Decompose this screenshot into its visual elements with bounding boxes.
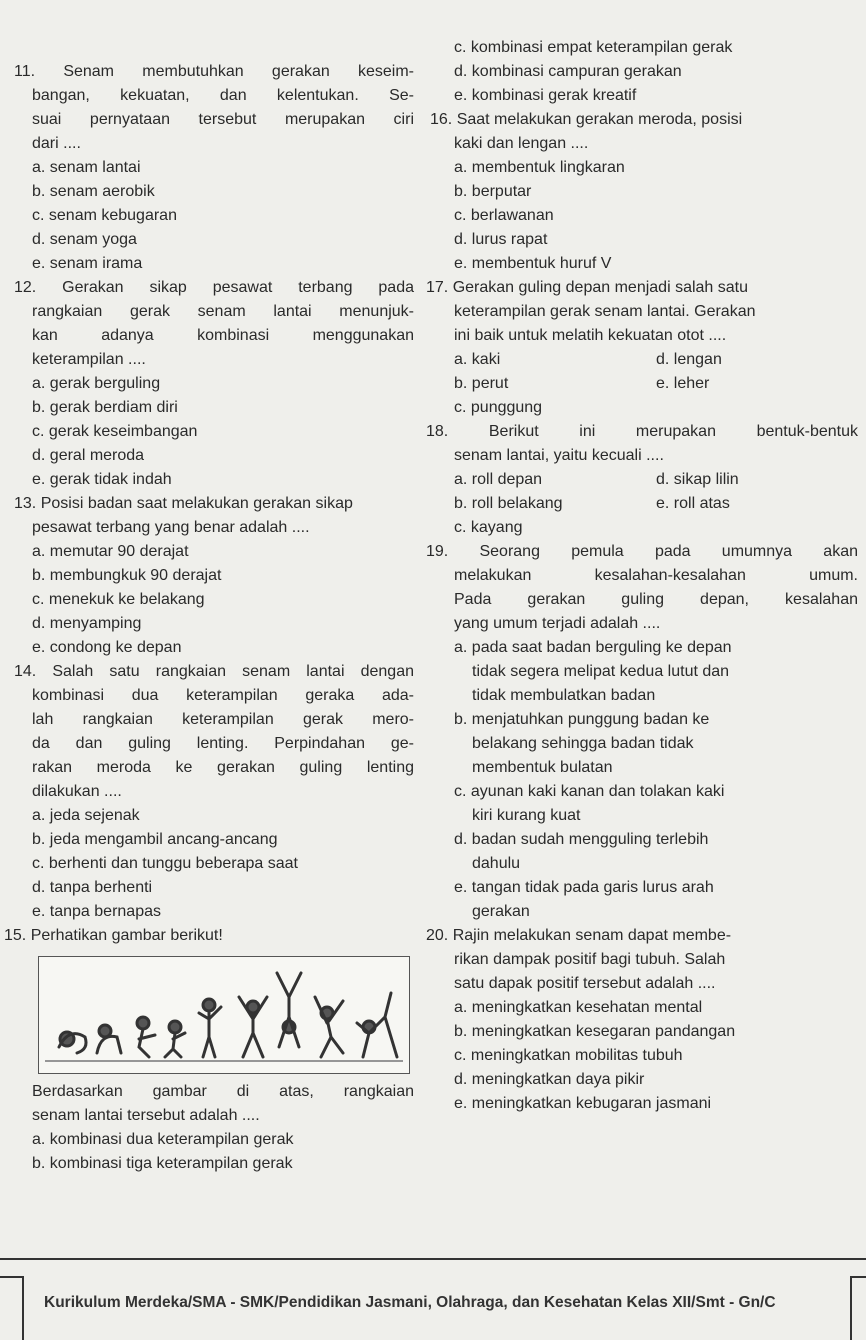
option-c: c. meningkatkan mobilitas tubuh bbox=[454, 1047, 683, 1064]
option-a: a. kombinasi dua keterampilan gerak bbox=[32, 1131, 294, 1148]
option-a: a. roll depan bbox=[454, 471, 543, 488]
option-b: b. jeda mengambil ancang-ancang bbox=[32, 831, 278, 848]
question-15 bbox=[4, 924, 414, 1176]
question-text: dari .... bbox=[32, 135, 81, 152]
question-text: 16. Saat melakukan gerakan meroda, posisi bbox=[430, 111, 743, 128]
option-c: c. berhenti dan tunggu beberapa saat bbox=[32, 855, 298, 872]
question-text: 12. Gerakan sikap pesawat terbang pada bbox=[14, 279, 414, 296]
option-a: a. memutar 90 derajat bbox=[32, 543, 189, 560]
option-b: b. senam aerobik bbox=[32, 183, 155, 200]
option-a: a. membentuk lingkaran bbox=[454, 159, 625, 176]
question-text: 11. Senam membutuhkan gerakan keseim- bbox=[14, 63, 414, 80]
option-b: b. perut bbox=[454, 375, 509, 392]
option-e: e. leher bbox=[656, 375, 710, 392]
option-b: b. kombinasi tiga keterampilan gerak bbox=[32, 1155, 293, 1172]
option-a: a. jeda sejenak bbox=[32, 807, 140, 824]
question-text: 20. Rajin melakukan senam dapat membe- bbox=[426, 927, 732, 944]
question-text: rikan dampak positif bagi tubuh. Salah bbox=[454, 951, 726, 968]
question-text: Pada gerakan guling depan, kesalahan bbox=[454, 591, 858, 608]
page-footer bbox=[0, 1258, 866, 1324]
option-b-cont: membentuk bulatan bbox=[472, 759, 613, 776]
option-c: c. punggung bbox=[454, 399, 543, 416]
question-text: yang umum terjadi adalah .... bbox=[454, 615, 661, 632]
question-16 bbox=[418, 108, 858, 276]
option-c-cont: kiri kurang kuat bbox=[472, 807, 581, 824]
option-e: e. tangan tidak pada garis lurus arah bbox=[454, 879, 714, 896]
question-text: suai pernyataan tersebut merupakan ciri bbox=[32, 111, 414, 128]
option-e: e. senam irama bbox=[32, 255, 143, 272]
option-e: e. meningkatkan kebugaran jasmani bbox=[454, 1095, 712, 1112]
question-19 bbox=[418, 540, 858, 924]
question-text: rakan meroda ke gerakan guling lenting bbox=[32, 759, 414, 776]
gymnastics-figures-icon bbox=[39, 957, 409, 1073]
option-b: b. meningkatkan kesegaran pandangan bbox=[454, 1023, 736, 1040]
question-text: pesawat terbang yang benar adalah .... bbox=[32, 519, 310, 536]
option-e: e. kombinasi gerak kreatif bbox=[454, 87, 637, 104]
question-text: melakukan kesalahan-kesalahan umum. bbox=[454, 567, 858, 584]
question-text: Berdasarkan gambar di atas, rangkaian bbox=[32, 1083, 414, 1100]
footer-corner-left bbox=[0, 1276, 24, 1340]
question-text: kan adanya kombinasi menggunakan bbox=[32, 327, 414, 344]
question-text: 18. Berikut ini merupakan bentuk-bentuk bbox=[426, 423, 858, 440]
option-d: d. sikap lilin bbox=[656, 471, 739, 488]
option-a: a. senam lantai bbox=[32, 159, 141, 176]
option-e: e. gerak tidak indah bbox=[32, 471, 172, 488]
option-c: c. senam kebugaran bbox=[32, 207, 177, 224]
option-a: a. meningkatkan kesehatan mental bbox=[454, 999, 703, 1016]
option-d: d. senam yoga bbox=[32, 231, 137, 248]
question-text: keterampilan .... bbox=[32, 351, 146, 368]
option-d: d. badan sudah mengguling terlebih bbox=[454, 831, 709, 848]
question-17 bbox=[418, 276, 858, 420]
question-text: kaki dan lengan .... bbox=[454, 135, 589, 152]
option-a-cont: tidak segera melipat kedua lutut dan bbox=[472, 663, 730, 680]
option-grid bbox=[418, 468, 858, 540]
option-e-cont: gerakan bbox=[472, 903, 530, 920]
option-d: d. tanpa berhenti bbox=[32, 879, 153, 896]
gymnastics-figure bbox=[38, 956, 410, 1074]
question-text: bangan, kekuatan, dan kelentukan. Se- bbox=[32, 87, 414, 104]
question-13 bbox=[14, 492, 414, 660]
option-a: a. pada saat badan berguling ke depan bbox=[454, 639, 732, 656]
option-grid bbox=[418, 348, 858, 420]
option-c: c. kombinasi empat keterampilan gerak bbox=[454, 39, 733, 56]
question-11 bbox=[14, 60, 414, 276]
question-text: 13. Posisi badan saat melakukan gerakan sikap bbox=[14, 495, 353, 512]
option-a: a. gerak berguling bbox=[32, 375, 161, 392]
question-text: da dan guling lenting. Perpindahan ge- bbox=[32, 735, 414, 752]
option-d: d. geral meroda bbox=[32, 447, 145, 464]
option-b-cont: belakang sehingga badan tidak bbox=[472, 735, 694, 752]
option-e: e. roll atas bbox=[656, 495, 730, 512]
option-d: d. lengan bbox=[656, 351, 722, 368]
question-text: lah rangkaian keterampilan gerak mero- bbox=[32, 711, 414, 728]
question-text: ini baik untuk melatih kekuatan otot .... bbox=[454, 327, 727, 344]
option-b: b. gerak berdiam diri bbox=[32, 399, 178, 416]
question-18 bbox=[418, 420, 858, 540]
option-d: d. kombinasi campuran gerakan bbox=[454, 63, 682, 80]
option-b: b. roll belakang bbox=[454, 495, 563, 512]
question-text: 17. Gerakan guling depan menjadi salah satu bbox=[426, 279, 748, 296]
option-e: e. condong ke depan bbox=[32, 639, 182, 656]
question-15-continued bbox=[418, 36, 858, 108]
option-e: e. membentuk huruf V bbox=[454, 255, 612, 272]
right-column bbox=[418, 36, 858, 1116]
footer-rule bbox=[0, 1258, 866, 1260]
option-c: c. gerak keseimbangan bbox=[32, 423, 198, 440]
option-a: a. kaki bbox=[454, 351, 501, 368]
option-b: b. membungkuk 90 derajat bbox=[32, 567, 222, 584]
option-e: e. tanpa bernapas bbox=[32, 903, 161, 920]
question-text: kombinasi dua keterampilan geraka ada- bbox=[32, 687, 414, 704]
option-a-cont: tidak membulatkan badan bbox=[472, 687, 656, 704]
option-d: d. lurus rapat bbox=[454, 231, 548, 248]
question-text: 14. Salah satu rangkaian senam lantai dengan bbox=[14, 663, 414, 680]
question-text: senam lantai, yaitu kecuali .... bbox=[454, 447, 664, 464]
option-c: c. menekuk ke belakang bbox=[32, 591, 205, 608]
question-text: 19. Seorang pemula pada umumnya akan bbox=[426, 543, 858, 560]
option-c: c. ayunan kaki kanan dan tolakan kaki bbox=[454, 783, 725, 800]
option-d: d. meningkatkan daya pikir bbox=[454, 1071, 645, 1088]
question-text: rangkaian gerak senam lantai menunjuk- bbox=[32, 303, 414, 320]
question-text: keterampilan gerak senam lantai. Gerakan bbox=[454, 303, 756, 320]
question-text: 15. Perhatikan gambar berikut! bbox=[4, 927, 223, 944]
question-text: senam lantai tersebut adalah .... bbox=[32, 1107, 260, 1124]
option-c: c. kayang bbox=[454, 519, 523, 536]
option-b: b. berputar bbox=[454, 183, 532, 200]
option-d: d. menyamping bbox=[32, 615, 142, 632]
option-b: b. menjatuhkan punggung badan ke bbox=[454, 711, 710, 728]
question-12 bbox=[14, 276, 414, 492]
left-column bbox=[4, 60, 414, 1176]
option-c: c. berlawanan bbox=[454, 207, 554, 224]
footer-corner-right bbox=[850, 1276, 866, 1340]
question-text: dilakukan .... bbox=[32, 783, 122, 800]
question-20 bbox=[418, 924, 858, 1116]
question-14 bbox=[14, 660, 414, 924]
option-d-cont: dahulu bbox=[472, 855, 521, 872]
footer-text: Kurikulum Merdeka/SMA - SMK/Pendidikan Jasmani, Olahraga, dan Kesehatan Kelas XII/Smt - Gn/C bbox=[44, 1294, 776, 1311]
question-text: satu dapak positif tersebut adalah .... bbox=[454, 975, 716, 992]
